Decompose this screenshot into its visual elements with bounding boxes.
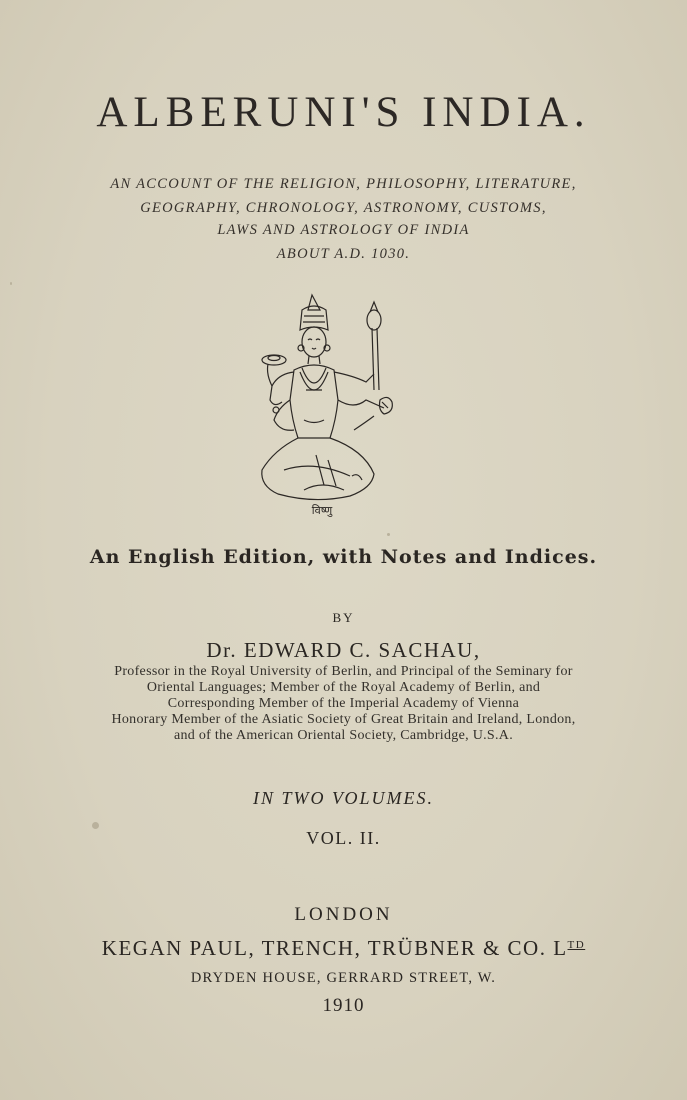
author-line [0,638,687,663]
figure-caption: विष्णु [311,504,333,517]
subtitle-line-4: ABOUT A.D. 1030. [276,246,411,262]
credentials-line-4: Honorary Member of the Asiatic Society of Great Britain and Ireland, London, [111,712,576,727]
paper-spot [10,282,12,285]
volume-number: VOL. II. [306,828,381,848]
subtitle-line-1: AN ACCOUNT OF THE RELIGION, PHILOSOPHY, LITERATURE, [110,176,577,192]
volumes-note: IN TWO VOLUMES. [253,788,434,808]
subtitle-line-3: LAWS AND ASTROLOGY OF INDIA [217,222,470,238]
credentials-line-1: Professor in the Royal University of Berlin, and Principal of the Seminary for [114,664,573,679]
city: LONDON [294,904,393,925]
by-label: BY [332,610,355,625]
address: DRYDEN HOUSE, GERRARD STREET, W. [190,970,497,986]
paper-spot [387,533,390,536]
credentials-line-2: Oriental Languages; Member of the Royal Academy of Berlin, and [146,680,541,695]
book-title: ALBERUNI'S INDIA. [96,89,591,136]
credentials-line-5: and of the American Oriental Society, Cambridge, U.S.A. [173,728,514,743]
paper-spot [92,822,99,829]
author-prefix: Dr. [206,638,238,662]
credentials-line-3: Corresponding Member of the Imperial Academy of Vienna [167,696,520,711]
author-name: EDWARD C. SACHAU, [243,638,481,662]
vishnu-illustration [254,290,404,520]
year: 1910 [322,995,365,1016]
publisher-name: KEGAN PAUL, TRENCH, TRÜBNER & CO. L [101,936,568,960]
edition-line: An English Edition, with Notes and Indices. [89,546,598,568]
subtitle-line-2: GEOGRAPHY, CHRONOLOGY, ASTRONOMY, CUSTOMS, [140,200,547,216]
publisher-suffix: TD [567,939,586,951]
publisher [0,936,687,961]
